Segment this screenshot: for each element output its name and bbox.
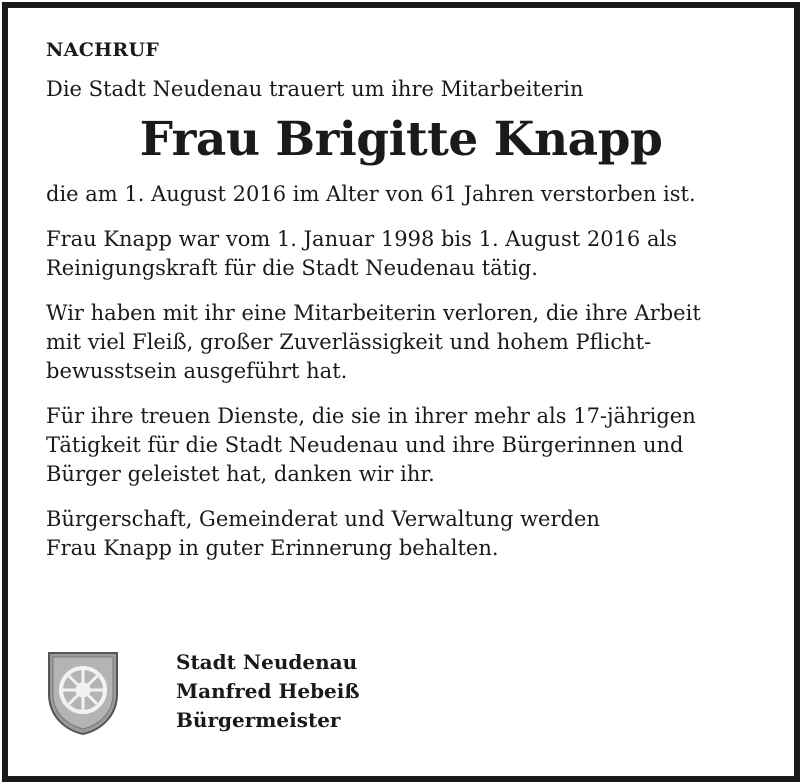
signature-title: Bürgermeister xyxy=(176,708,341,732)
notice-intro: Die Stadt Neudenau trauert um ihre Mitarbeiterin xyxy=(46,77,584,101)
signature-block xyxy=(46,648,360,736)
signature-organization: Stadt Neudenau xyxy=(176,650,358,674)
obituary-notice xyxy=(46,38,766,563)
signature-person: Manfred Hebeiß xyxy=(176,679,360,703)
paragraph-tribute: Wir haben mit ihr eine Mitarbeiterin verloren, die ihre Arbeit mit viel Fleiß, großer Zuverlässigkeit und hohem Pflicht- bewusstsein ausgeführt hat. xyxy=(46,301,701,383)
paragraph-death-date: die am 1. August 2016 im Alter von 61 Jahren verstorben ist. xyxy=(46,182,696,206)
signature-lines xyxy=(176,648,360,735)
coat-of-arms-wheel-icon xyxy=(46,650,120,736)
deceased-name: Frau Brigitte Knapp xyxy=(139,112,663,167)
paragraph-employment: Frau Knapp war vom 1. Januar 1998 bis 1. August 2016 als Reinigungskraft für die Stadt Neudenau tätig. xyxy=(46,227,677,280)
notice-heading: NACHRUF xyxy=(46,39,160,61)
paragraph-thanks: Für ihre treuen Dienste, die sie in ihrer mehr als 17-jährigen Tätigkeit für die Stadt Neudenau und ihre Bürgerinnen und Bürger geleistet hat, danken wir ihr. xyxy=(46,404,696,486)
paragraph-remembrance: Bürgerschaft, Gemeinderat und Verwaltung werden Frau Knapp in guter Erinnerung behalten. xyxy=(46,507,600,560)
